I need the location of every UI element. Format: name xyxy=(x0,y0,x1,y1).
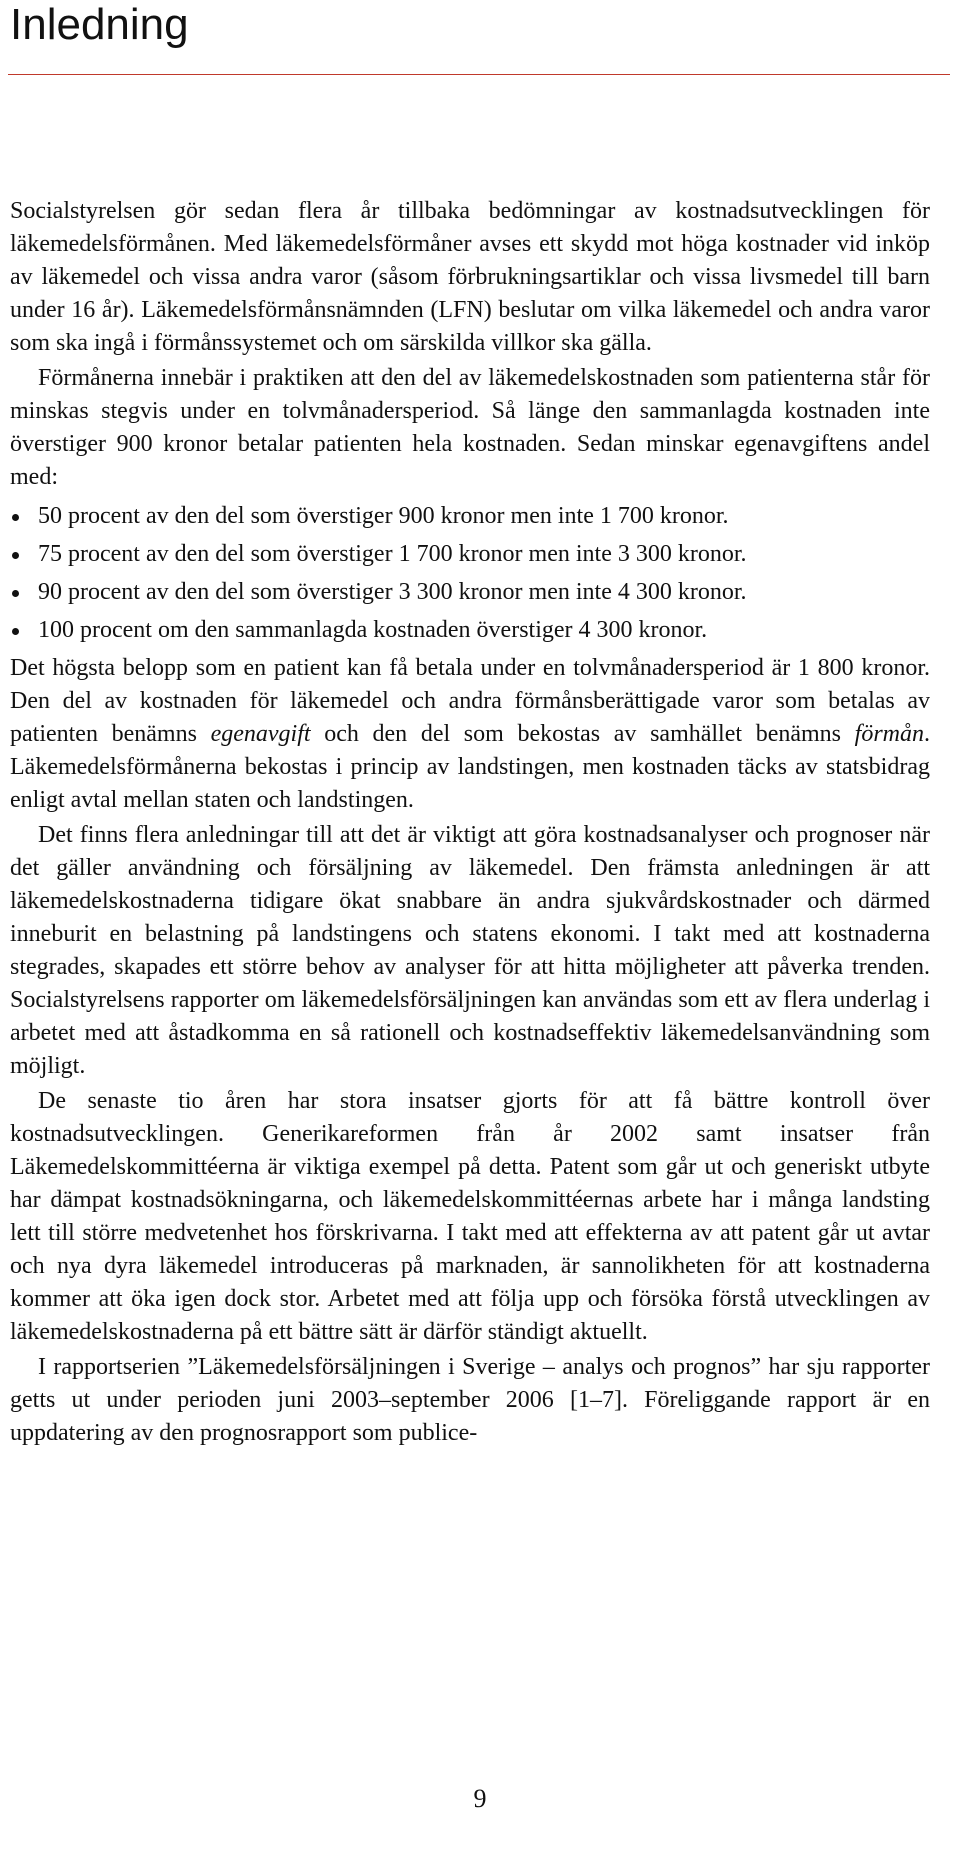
list-item-text: 50 procent av den del som överstiger 900 kronor men inte 1 700 kronor. xyxy=(38,503,729,529)
bullet-list xyxy=(10,500,930,647)
paragraph-intro: Socialstyrelsen gör sedan flera år tillbaka bedömningar av kostnadsutvecklingen för läkemedelsförmånen. Med läkemedelsförmåner avses ett skydd mot höga kostnader vid inköp av läkemedel och vissa andra varor (såsom förbrukningsartiklar och vissa livsmedel till barn under 16 år). Läkemedelsförmånsnämnden (LFN) beslutar om vilka läkemedel och andra varor som ska ingå i förmånssystemet och om särskilda villkor ska gälla. xyxy=(10,198,930,356)
term-forman: förmån xyxy=(854,721,925,747)
paragraph-reasons: Det finns flera anledningar till att det är viktigt att göra kostnadsanalyser och prognoser när det gäller användning och försäljning av läkemedel. Den främsta anledningen är att läkemedelskostnaderna tidigare ökat snabbare än andra sjukvårdskostnader och därmed inneburit en belastning på landstingens och statens ekonomi. I takt med att kostnaderna stegrades, skapades ett större behov av analyser för att hitta möjligheter att påverka trenden. Socialstyrelsens rapporter om läkemedelsförsäljningen kan användas som ett av flera underlag i arbetet med att åstadkomma en så rationell och kostnadseffektiv läkemedelsanvändning som möjligt. xyxy=(10,822,930,1079)
list-item xyxy=(10,614,930,647)
text-run: . Läkemedelsförmånerna bekostas i princip av landstingen, men kostnaden täcks av statsbidrag enligt avtal mellan staten och landstingen. xyxy=(10,721,931,813)
term-egenavgift: egenavgift xyxy=(210,721,311,747)
page-number: 9 xyxy=(473,1784,487,1813)
paragraph-benefits: Förmånerna innebär i praktiken att den del av läkemedelskostnaden som patienterna står för minskas stegvis under en tolvmånadersperiod. Så länge den sammanlagda kostnaden inte överstiger 900 kronor betalar patienten hela kostnaden. Sedan minskar egenavgiftens andel med: xyxy=(10,365,930,490)
body-text xyxy=(10,195,930,1452)
bullet-icon xyxy=(12,514,19,521)
list-item xyxy=(10,538,930,571)
list-item xyxy=(10,576,930,609)
list-item-text: 100 procent om den sammanlagda kostnaden överstiger 4 300 kronor. xyxy=(38,617,708,643)
list-item-text: 75 procent av den del som överstiger 1 700 kronor men inte 3 300 kronor. xyxy=(38,541,747,567)
list-item xyxy=(10,500,930,533)
bullet-icon xyxy=(12,552,19,559)
paragraph-report-series: I rapportserien ”Läkemedelsförsäljningen i Sverige – analys och prognos” har sju rapporter getts ut under perioden juni 2003–september 2006 [1–7]. Föreliggande rapport är en uppdatering av den prognosrapport som publice- xyxy=(10,1354,930,1446)
title-rule xyxy=(8,74,950,75)
paragraph-recent-years: De senaste tio åren har stora insatser gjorts för att få bättre kontroll över kostnadsutvecklingen. Generikareformen från år 2002 samt insatser från Läkemedelskommittéerna är viktiga exempel på detta. Patent som går ut och generiskt utbyte har dämpat kostnadsökningarna, och läkemedelskommittéernas arbete har i många landsting lett till större medvetenhet hos förskrivarna. I takt med att effekterna av att patent går ut avtar och nya dyra läkemedel introduceras på marknaden, är sannolikheten för att kostnaderna kommer att öka igen dock stor. Arbetet med att följa upp och försöka förstå utvecklingen av läkemedelskostnaderna på ett bättre sätt är därför ständigt aktuellt. xyxy=(10,1088,930,1345)
paragraph-max-cost xyxy=(10,652,930,817)
bullet-icon xyxy=(12,628,19,635)
text-run: Det högsta belopp som en patient kan få betala under en tolvmånadersperiod är 1 800 kronor. Den del av kostnaden för läkemedel och andra förmånsberättigade varor som betalas av patienten benämns xyxy=(10,655,930,747)
page-title: Inledning xyxy=(10,0,189,49)
text-run: och den del som bekostas av samhället benämns xyxy=(310,721,855,747)
bullet-icon xyxy=(12,590,19,597)
list-item-text: 90 procent av den del som överstiger 3 300 kronor men inte 4 300 kronor. xyxy=(38,579,747,605)
